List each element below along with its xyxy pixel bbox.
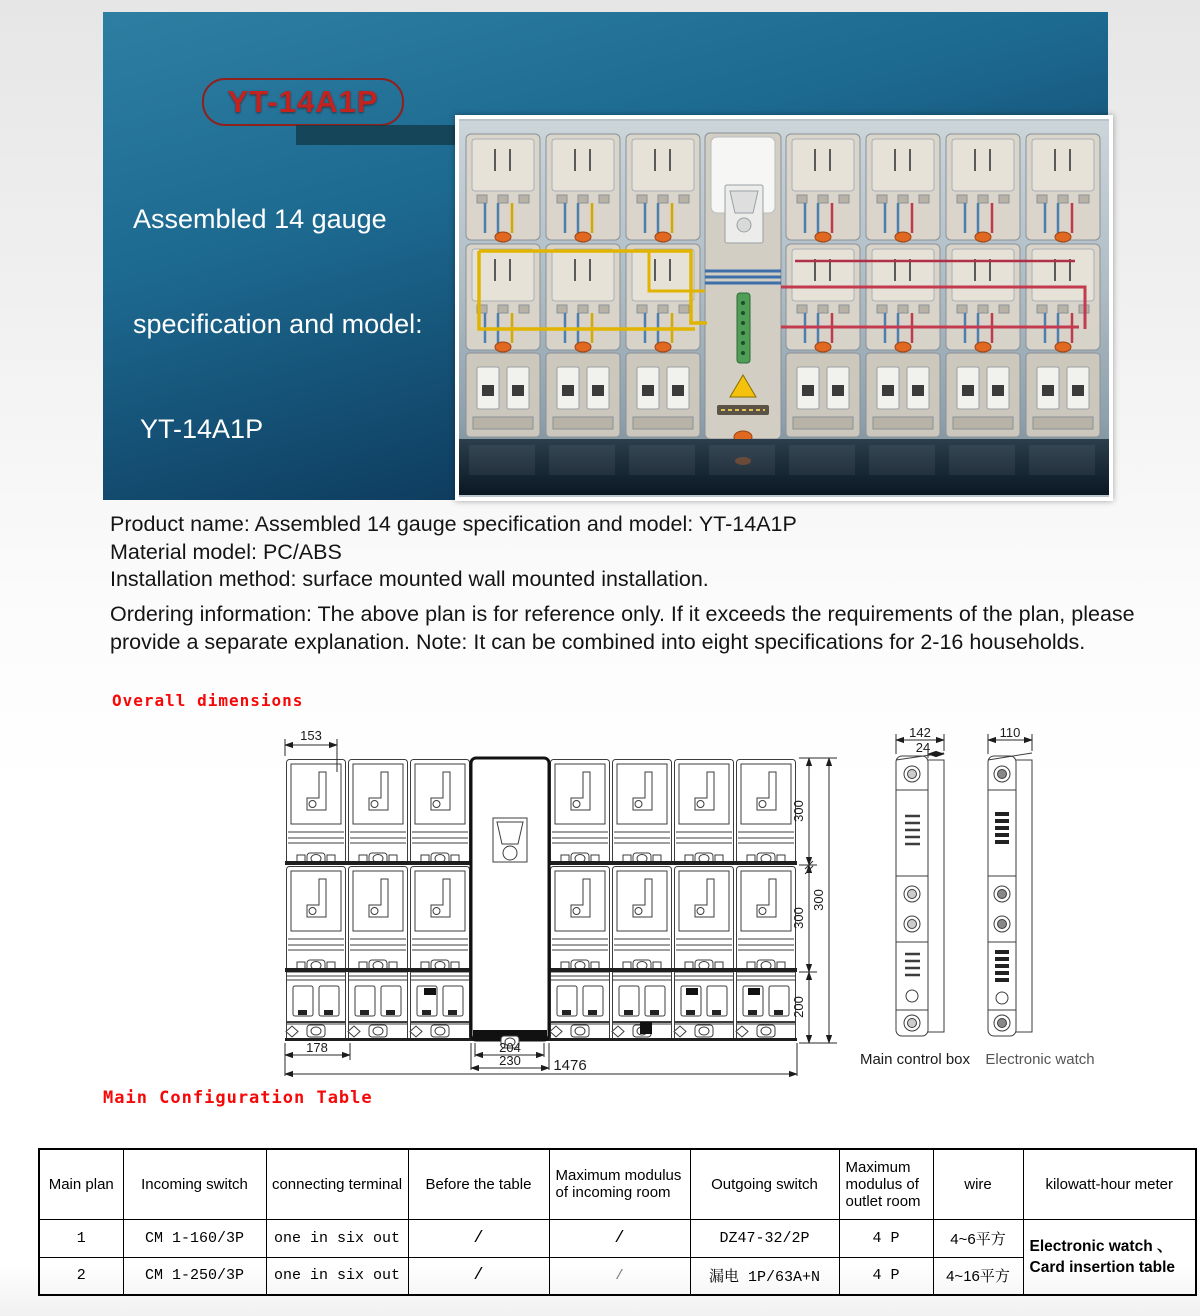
banner-title-line2: specification and model: — [133, 309, 423, 339]
configuration-table — [38, 1148, 1197, 1296]
dim-label-142: 142 — [909, 726, 931, 740]
cell-max-out-2: 4 P — [839, 1257, 933, 1295]
dimensions-drawing — [240, 726, 1120, 1078]
kwh-line2: Card insertion table — [1029, 1258, 1176, 1276]
dim-label-110: 110 — [999, 726, 1021, 740]
cell-kwh-meter — [1023, 1219, 1196, 1295]
cell-terminal-2: one in six out — [266, 1257, 408, 1295]
header-wire: wire — [933, 1149, 1023, 1219]
caption-main-control-box: Main control box — [859, 1051, 971, 1068]
dim-label-300-overall: 300 — [811, 889, 826, 911]
central-control-unit — [705, 133, 781, 443]
dim-label-230: 230 — [499, 1053, 521, 1068]
cell-plan-2: 2 — [39, 1257, 123, 1295]
cell-max-in-1: / — [549, 1219, 690, 1257]
cell-plan-1: 1 — [39, 1219, 123, 1257]
cell-before-2: / — [408, 1257, 549, 1295]
cell-wire-1: 4~6平方 — [933, 1219, 1023, 1257]
kwh-line1: Electronic watch 、 — [1029, 1237, 1173, 1255]
cell-wire-2: 4~16平方 — [933, 1257, 1023, 1295]
banner-title-line3: YT-14A1P — [133, 414, 264, 444]
product-name-line: Product name: Assembled 14 gauge specification and model: YT-14A1P — [110, 512, 797, 536]
header-incoming-switch: Incoming switch — [123, 1149, 266, 1219]
front-view — [285, 758, 797, 1048]
material-line: Material model: PC/ABS — [110, 539, 342, 564]
installation-line: Installation method: surface mounted wall mounted installation. — [110, 567, 709, 591]
dim-label-178: 178 — [306, 1040, 328, 1055]
side-view-electronic-watch — [988, 726, 1032, 1036]
cell-outgoing-1: DZ47-32/2P — [690, 1219, 839, 1257]
main-configuration-heading: Main Configuration Table — [103, 1088, 373, 1108]
overall-dimensions-heading: Overall dimensions — [112, 691, 304, 710]
cell-max-out-1: 4 P — [839, 1219, 933, 1257]
logo-text: YT-14A1P — [227, 84, 379, 119]
dim-label-153: 153 — [300, 728, 322, 743]
header-before-the-table: Before the table — [408, 1149, 549, 1219]
product-photo — [455, 115, 1113, 501]
banner-title — [133, 132, 423, 517]
banner-title-line1: Assembled 14 gauge — [133, 204, 387, 234]
cell-max-in-2: / — [549, 1257, 690, 1295]
dimensions-drawing-svg — [240, 726, 1120, 1078]
cell-incoming-2: CM 1-250/3P — [123, 1257, 266, 1295]
dim-label-200: 200 — [791, 996, 806, 1018]
header-connecting-terminal: connecting terminal — [266, 1149, 408, 1219]
header-max-modulus-outlet: Maximum modulus of outlet room — [839, 1149, 933, 1219]
dim-label-300-mid: 300 — [791, 907, 806, 929]
cell-outgoing-2: 漏电 1P/63A+N — [690, 1257, 839, 1295]
table-header-row — [39, 1149, 1196, 1219]
cell-terminal-1: one in six out — [266, 1219, 408, 1257]
header-main-plan: Main plan — [39, 1149, 123, 1219]
hero-banner — [103, 12, 1108, 500]
header-outgoing-switch: Outgoing switch — [690, 1149, 839, 1219]
cell-before-1: / — [408, 1219, 549, 1257]
dim-label-24: 24 — [915, 740, 931, 755]
caption-electronic-watch: Electronic watch — [985, 1051, 1095, 1068]
dim-label-1476: 1476 — [553, 1057, 587, 1074]
logo-badge — [202, 78, 404, 126]
ordering-info: Ordering information: The above plan is for reference only. If it exceeds the requirements of the plan, please provide a separate explanation. Note: It can be combined into eight specifications for 2-16 households. — [110, 601, 1135, 654]
table-row-1 — [39, 1219, 1196, 1257]
dim-label-300-top: 300 — [791, 800, 806, 822]
table-row-2 — [39, 1257, 1196, 1295]
dim-label-204: 204 — [499, 1040, 521, 1055]
header-max-modulus-incoming: Maximum modulus of incoming room — [549, 1149, 690, 1219]
product-details — [110, 511, 1198, 657]
meter-box-photo-graphic — [459, 119, 1109, 497]
header-kwh-meter: kilowatt-hour meter — [1023, 1149, 1196, 1219]
side-view-main-control-box — [896, 726, 944, 1036]
cell-incoming-1: CM 1-160/3P — [123, 1219, 266, 1257]
reflection — [459, 439, 1109, 495]
central-column — [471, 758, 549, 1048]
